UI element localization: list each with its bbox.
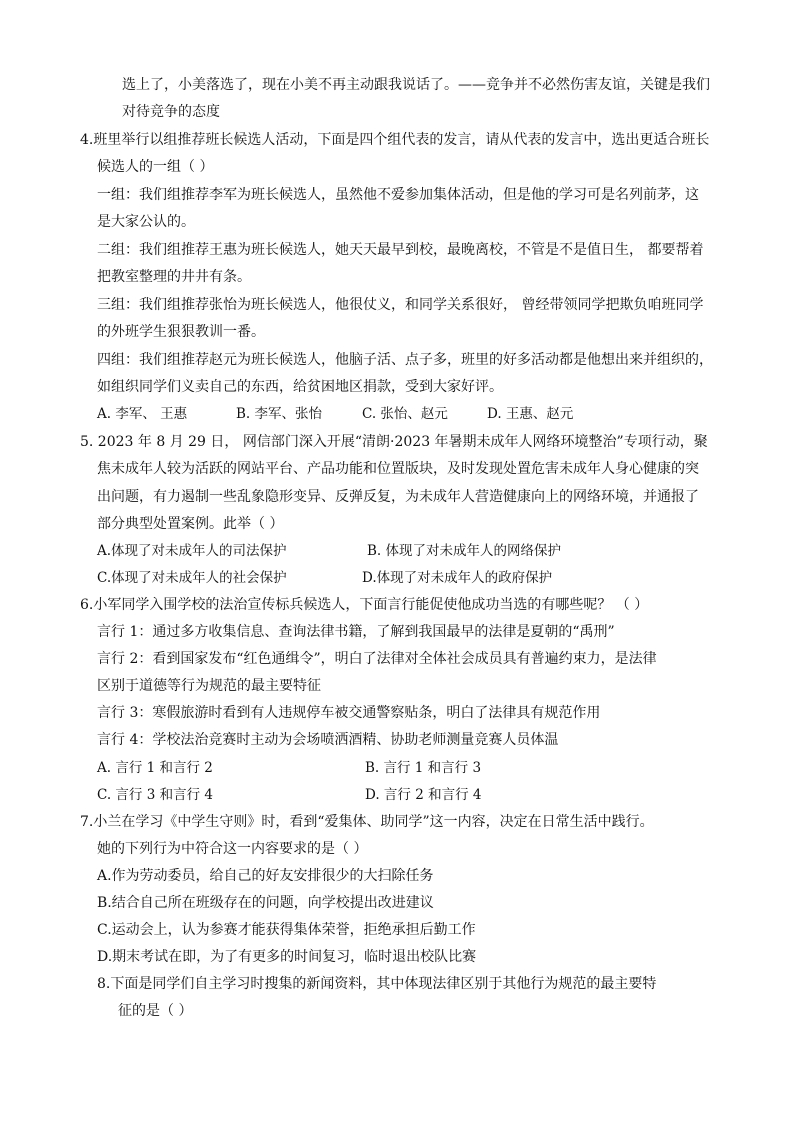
q5-option-c: C.体现了对未成年人的社会保护 [97,570,287,586]
q4-group2-line-2: 把教室整理的井井有条。 [97,269,251,285]
q5-stem-line-1: 5. 2023 年 8 月 29 日， 网信部门深入开展“清朗·2023 年暑期未成年人网络环境整治”专项行动，聚 [80,434,708,450]
q6-option-b: B. 言行 1 和言行 3 [365,760,482,776]
q4-group1-line-2: 是大家公认的。 [97,214,195,230]
q4-group2-line-1: 二组：我们组推荐王惠为班长候选人，她天天最早到校，最晚离校，不管是不是值日生， 都要帮着 [97,242,704,258]
q4-option-d: D. 王惠、赵元 [487,406,574,422]
q5-stem-line-2: 焦未成年人较为活跃的网站平台、产品功能和位置版块，及时发现处置危害未成年人身心健康的突 [97,461,699,477]
q5-option-a: A.体现了对未成年人的司法保护 [97,543,287,559]
q5-stem-line-4: 部分典型处置案例。此举（ ） [97,516,284,532]
q4-stem-line-2: 候选人的一组（ ） [97,159,214,175]
q4-option-b: B. 李军、张怡 [236,406,323,422]
q6-item3: 言行 3：寒假旅游时看到有人违规停车被交通警察贴条，明白了法律具有规范作用 [97,705,601,721]
q7-stem-line-1: 7.小兰在学习《中学生守则》时，看到“爱集体、助同学”这一内容，决定在日常生活中践行。 [80,814,654,830]
q4-group3-line-1: 三组：我们组推荐张怡为班长候选人，他很仗义，和同学关系很好， 曾经带领同学把欺负咱班同学 [97,297,704,313]
q6-item4: 言行 4：学校法治竞赛时主动为会场喷洒酒精、协助老师测量竞赛人员体温 [97,732,559,748]
q6-stem-line-1: 6.小军同学入围学校的法治宣传标兵候选人，下面言行能促使他成功当选的有哪些呢？ （ ） [80,597,649,613]
q7-option-a: A.作为劳动委员，给自己的好友安排很少的大扫除任务 [97,868,434,884]
q6-item1: 言行 1：通过多方收集信息、查询法律书籍，了解到我国最早的法律是夏朝的“禹刑” [97,624,615,640]
q6-item2-line-1: 言行 2：看到国家发布“红色通缉令”，明白了法律对全体社会成员具有普遍约束力，是法律 [97,651,657,667]
q4-group4-line-2: 如组织同学们义卖自己的东西，给贫困地区捐款，受到大家好评。 [97,379,503,395]
q7-option-b: B.结合自己所在班级存在的问题，向学校提出改进建议 [97,895,434,911]
q4-group4-line-1: 四组：我们组推荐赵元为班长候选人，他脑子活、点子多，班里的好多活动都是他想出来并组织的， [97,352,713,368]
q6-option-d: D. 言行 2 和言行 4 [365,787,482,803]
q8-stem-line-2: 征的是（ ） [118,1003,193,1019]
q7-option-c: C.运动会上，认为参赛才能获得集体荣誉，拒绝承担后勤工作 [97,922,476,938]
q6-option-c: C. 言行 3 和言行 4 [97,787,213,803]
q3-tail-line-1: 选上了，小美落选了，现在小美不再主动跟我说话了。——竞争并不必然伤害友谊，关键是我们 [122,77,710,93]
q6-option-a: A. 言行 1 和言行 2 [97,760,213,776]
q7-option-d: D.期末考试在即，为了有更多的时间复习，临时退出校队比赛 [97,949,477,965]
q5-option-d: D.体现了对未成年人的政府保护 [362,570,553,586]
q3-tail-line-2: 对待竞争的态度 [122,104,220,120]
q5-stem-line-3: 出问题，有力遏制一些乱象隐形变异、反弹反复，为未成年人营造健康向上的网络环境，并通报了 [97,489,699,505]
q8-stem-line-1: 8.下面是同学们自主学习时搜集的新闻资料，其中体现法律区别于其他行为规范的最主要特 [97,976,657,992]
q4-option-c: C. 张怡、赵元 [362,406,448,422]
q4-group1-line-1: 一组：我们组推荐李军为班长候选人，虽然他不爱参加集体活动，但是他的学习可是名列前茅，这 [97,187,699,203]
q4-stem-line-1: 4.班里举行以组推荐班长候选人活动，下面是四个组代表的发言，请从代表的发言中，选出更适合班长 [80,132,710,148]
q7-stem-line-2: 她的下列行为中符合这一内容要求的是（ ） [97,841,368,857]
q4-group3-line-2: 的外班学生狠狠教训一番。 [97,324,265,340]
q5-option-b: B. 体现了对未成年人的网络保护 [367,543,562,559]
q6-item2-line-2: 区别于道德等行为规范的最主要特征 [97,678,321,694]
q4-option-a: A. 李军、 王惠 [97,406,188,422]
